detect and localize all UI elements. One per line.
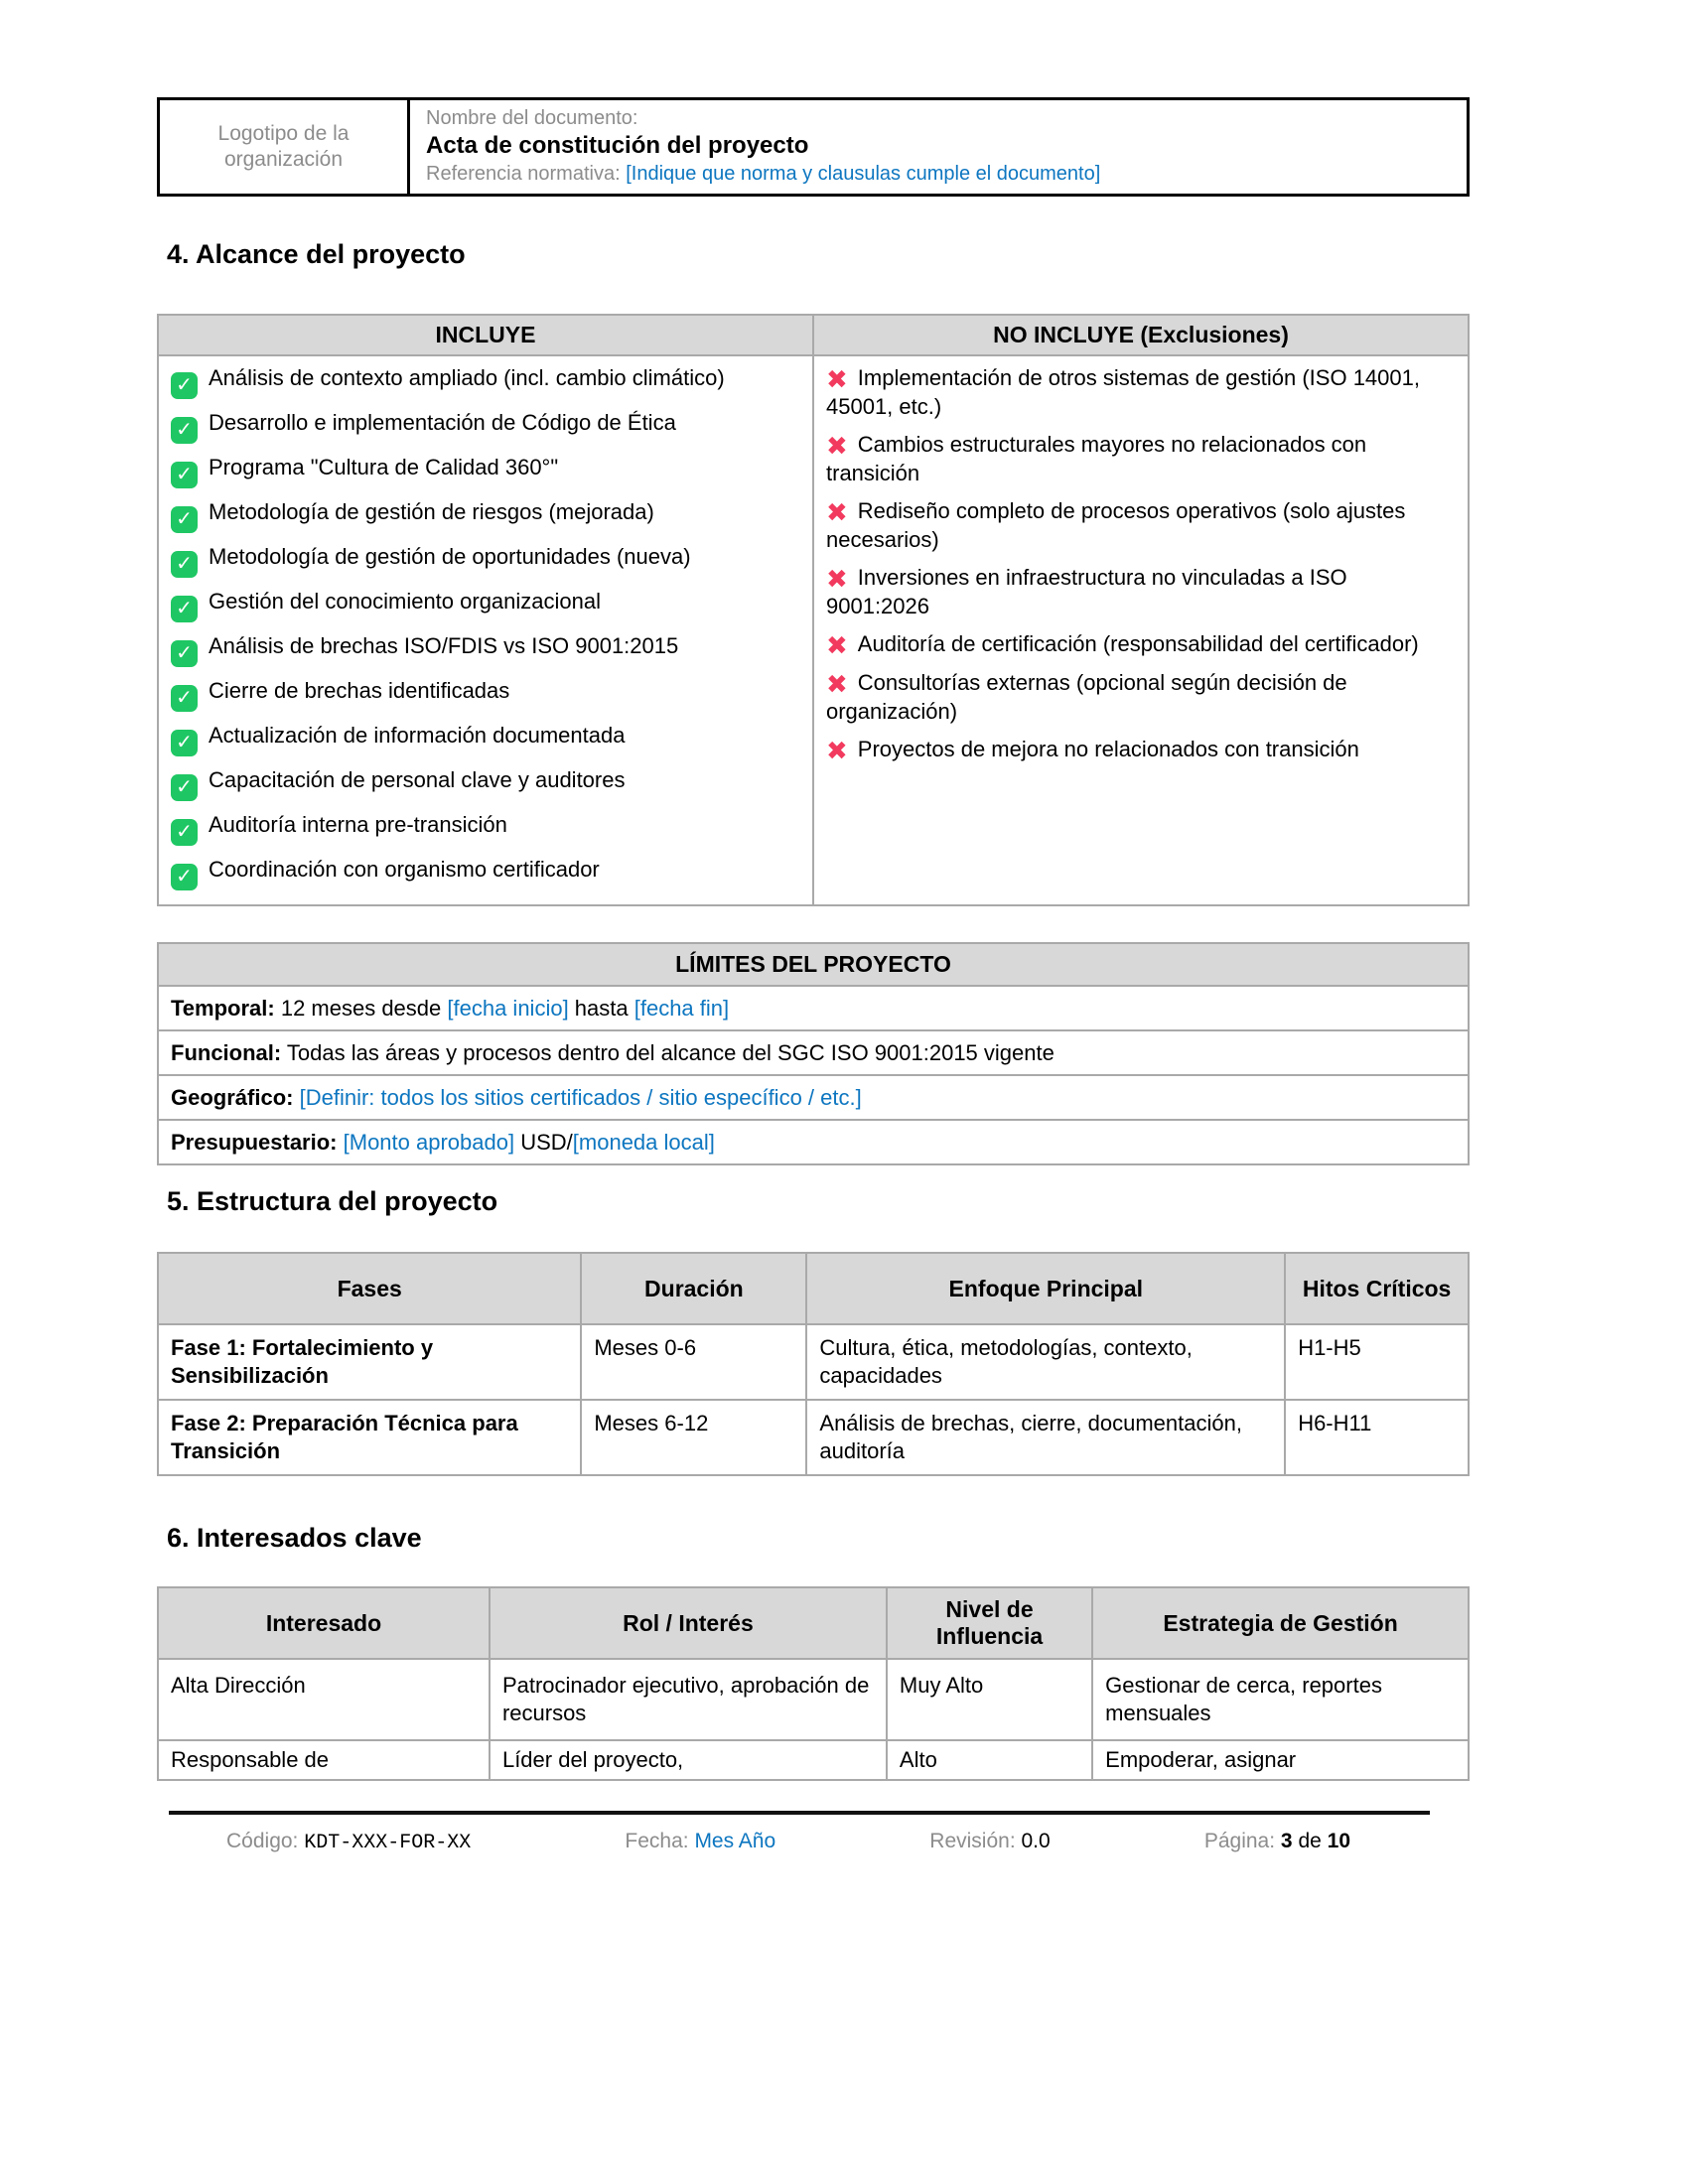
include-item-text: Actualización de información documentada bbox=[209, 723, 626, 748]
exclude-item-text: Rediseño completo de procesos operativos (solo ajustes necesarios) bbox=[826, 498, 1406, 552]
pagina-current: 3 bbox=[1280, 1830, 1293, 1852]
scope-table-body-row bbox=[158, 355, 1469, 905]
duracion-cell: Meses 0-6 bbox=[581, 1324, 806, 1400]
stakeholder-column-header: Estrategia de Gestión bbox=[1092, 1587, 1469, 1659]
interesado-cell: Alta Dirección bbox=[158, 1659, 490, 1740]
include-item-text: Metodología de gestión de riesgos (mejorada) bbox=[209, 499, 654, 524]
include-item bbox=[171, 766, 800, 801]
revision-label: Revisión: bbox=[929, 1830, 1016, 1852]
exclude-item bbox=[826, 564, 1456, 620]
include-list bbox=[171, 364, 800, 890]
estrategia-cell: Empoderar, asignar bbox=[1092, 1740, 1469, 1780]
include-item bbox=[171, 364, 800, 399]
cross-icon: ✖ bbox=[826, 736, 848, 765]
structure-column-header: Enfoque Principal bbox=[806, 1253, 1285, 1324]
nivel-cell: Muy Alto bbox=[887, 1659, 1092, 1740]
include-cell bbox=[158, 355, 813, 905]
page-content bbox=[157, 97, 1470, 1856]
check-icon: ✓ bbox=[171, 551, 198, 578]
footer-revision bbox=[929, 1829, 1050, 1856]
normative-reference bbox=[426, 161, 1451, 187]
stakeholder-column-header: Interesado bbox=[158, 1587, 490, 1659]
pagina-total: 10 bbox=[1327, 1830, 1350, 1852]
include-item-text: Metodología de gestión de oportunidades (nueva) bbox=[209, 544, 691, 569]
limits-row bbox=[159, 1121, 1468, 1163]
exclude-cell bbox=[813, 355, 1469, 905]
check-icon: ✓ bbox=[171, 774, 198, 801]
cross-icon: ✖ bbox=[826, 630, 848, 660]
footer-codigo bbox=[226, 1829, 471, 1856]
cross-icon: ✖ bbox=[826, 431, 848, 461]
estrategia-cell: Gestionar de cerca, reportes mensuales bbox=[1092, 1659, 1469, 1740]
normative-reference-placeholder: [Indique que norma y clausulas cumple el documento] bbox=[626, 163, 1101, 185]
limit-text: [fecha fin] bbox=[633, 996, 730, 1021]
exclude-column-header: NO INCLUYE (Exclusiones) bbox=[813, 315, 1469, 355]
exclude-item-text: Inversiones en infraestructura no vinculadas a ISO 9001:2026 bbox=[826, 565, 1347, 618]
exclude-item-text: Auditoría de certificación (responsabilidad del certificador) bbox=[857, 631, 1419, 656]
include-item-text: Análisis de contexto ampliado (incl. cambio climático) bbox=[209, 365, 725, 390]
limit-text: [Definir: todos los sitios certificados / sitio específico / etc.] bbox=[299, 1085, 862, 1110]
codigo-label: Código: bbox=[226, 1830, 299, 1852]
include-item bbox=[171, 409, 800, 444]
stakeholder-row bbox=[158, 1659, 1469, 1740]
footer-pagina bbox=[1204, 1829, 1350, 1856]
include-column-header: INCLUYE bbox=[158, 315, 813, 355]
exclude-item bbox=[826, 497, 1456, 554]
exclude-item-text: Cambios estructurales mayores no relacionados con transición bbox=[826, 432, 1367, 485]
limit-text: [fecha inicio] bbox=[447, 996, 569, 1021]
pagina-separator: de bbox=[1298, 1830, 1322, 1852]
check-icon: ✓ bbox=[171, 506, 198, 533]
fecha-value: Mes Año bbox=[694, 1830, 776, 1852]
structure-row bbox=[158, 1400, 1469, 1475]
stakeholders-table bbox=[157, 1586, 1470, 1781]
include-item bbox=[171, 454, 800, 488]
include-item-text: Desarrollo e implementación de Código de Ética bbox=[209, 410, 676, 435]
structure-row bbox=[158, 1324, 1469, 1400]
limit-text: Todas las áreas y procesos dentro del alcance del SGC ISO 9001:2015 vigente bbox=[281, 1040, 1055, 1065]
limit-label: Temporal: bbox=[171, 996, 275, 1021]
check-icon: ✓ bbox=[171, 819, 198, 846]
structure-table-header-row bbox=[158, 1253, 1469, 1324]
section-heading-alcance: 4. Alcance del proyecto bbox=[167, 239, 466, 269]
scope-table bbox=[157, 314, 1470, 906]
limit-text: USD/ bbox=[514, 1130, 573, 1155]
section-heading-interesados: 6. Interesados clave bbox=[167, 1523, 422, 1553]
stakeholders-table-header-row bbox=[158, 1587, 1469, 1659]
duracion-cell: Meses 6-12 bbox=[581, 1400, 806, 1475]
limits-table bbox=[157, 942, 1470, 1165]
include-item-text: Coordinación con organismo certificador bbox=[209, 857, 600, 882]
limit-label: Presupuestario: bbox=[171, 1130, 338, 1155]
limits-row bbox=[159, 987, 1468, 1031]
exclude-item bbox=[826, 736, 1456, 764]
stakeholder-column-header: Rol / Interés bbox=[490, 1587, 887, 1659]
revision-value: 0.0 bbox=[1021, 1830, 1051, 1852]
enfoque-cell: Análisis de brechas, cierre, documentación, auditoría bbox=[806, 1400, 1285, 1475]
limit-text: [moneda local] bbox=[572, 1130, 715, 1155]
rol-cell: Patrocinador ejecutivo, aprobación de recursos bbox=[490, 1659, 887, 1740]
fase-cell: Fase 1: Fortalecimiento y Sensibilización bbox=[158, 1324, 581, 1400]
page-footer bbox=[157, 1815, 1470, 1856]
check-icon: ✓ bbox=[171, 417, 198, 444]
check-icon: ✓ bbox=[171, 462, 198, 488]
include-item bbox=[171, 543, 800, 578]
structure-table bbox=[157, 1252, 1470, 1476]
include-item bbox=[171, 856, 800, 890]
section-heading-estructura: 5. Estructura del proyecto bbox=[167, 1186, 498, 1216]
include-item bbox=[171, 632, 800, 667]
exclude-item-text: Implementación de otros sistemas de gestión (ISO 14001, 45001, etc.) bbox=[826, 365, 1420, 419]
pagina-label: Página: bbox=[1203, 1830, 1276, 1852]
limits-row bbox=[159, 1076, 1468, 1121]
check-icon: ✓ bbox=[171, 596, 198, 622]
document-title: Acta de constitución del proyecto bbox=[426, 132, 809, 159]
exclude-item bbox=[826, 630, 1456, 659]
exclude-item bbox=[826, 364, 1456, 421]
rol-cell: Líder del proyecto, bbox=[490, 1740, 887, 1780]
exclude-item-text: Consultorías externas (opcional según decisión de organización) bbox=[826, 670, 1347, 724]
hitos-cell: H6-H11 bbox=[1285, 1400, 1469, 1475]
include-item-text: Auditoría interna pre-transición bbox=[209, 812, 507, 837]
document-name-label: Nombre del documento: bbox=[426, 107, 638, 129]
check-icon: ✓ bbox=[171, 864, 198, 890]
normative-reference-label: Referencia normativa: bbox=[426, 163, 621, 185]
limit-label: Geográfico: bbox=[171, 1085, 294, 1110]
stakeholder-column-header: Nivel de Influencia bbox=[887, 1587, 1092, 1659]
limit-text: hasta bbox=[568, 996, 634, 1021]
include-item bbox=[171, 588, 800, 622]
stakeholder-row bbox=[158, 1740, 1469, 1780]
include-item-text: Capacitación de personal clave y auditores bbox=[209, 767, 626, 792]
limit-text: [Monto aprobado] bbox=[343, 1130, 515, 1155]
limits-row bbox=[159, 1031, 1468, 1076]
fase-cell: Fase 2: Preparación Técnica para Transición bbox=[158, 1400, 581, 1475]
check-icon: ✓ bbox=[171, 640, 198, 667]
exclude-list bbox=[826, 364, 1456, 764]
fecha-label: Fecha: bbox=[625, 1830, 689, 1852]
logo-placeholder: Logotipo de la organización bbox=[160, 100, 410, 194]
check-icon: ✓ bbox=[171, 372, 198, 399]
cross-icon: ✖ bbox=[826, 669, 848, 699]
nivel-cell: Alto bbox=[887, 1740, 1092, 1780]
exclude-item bbox=[826, 669, 1456, 726]
structure-column-header: Hitos Críticos bbox=[1285, 1253, 1469, 1324]
include-item bbox=[171, 677, 800, 712]
exclude-item-text: Proyectos de mejora no relacionados con transición bbox=[857, 737, 1359, 761]
structure-column-header: Fases bbox=[158, 1253, 581, 1324]
structure-column-header: Duración bbox=[581, 1253, 806, 1324]
scope-table-header-row bbox=[158, 315, 1469, 355]
include-item-text: Análisis de brechas ISO/FDIS vs ISO 9001:2015 bbox=[209, 633, 679, 658]
limits-table-body bbox=[159, 987, 1468, 1163]
include-item bbox=[171, 498, 800, 533]
footer-fecha bbox=[625, 1829, 775, 1856]
enfoque-cell: Cultura, ética, metodologías, contexto, capacidades bbox=[806, 1324, 1285, 1400]
cross-icon: ✖ bbox=[826, 497, 848, 527]
include-item bbox=[171, 811, 800, 846]
limit-label: Funcional: bbox=[171, 1040, 282, 1065]
codigo-value: KDT-XXX-FOR-XX bbox=[304, 1832, 472, 1854]
check-icon: ✓ bbox=[171, 685, 198, 712]
include-item-text: Programa "Cultura de Calidad 360°" bbox=[209, 455, 559, 479]
include-item-text: Cierre de brechas identificadas bbox=[209, 678, 510, 703]
limit-text: 12 meses desde bbox=[274, 996, 448, 1021]
hitos-cell: H1-H5 bbox=[1285, 1324, 1469, 1400]
interesado-cell: Responsable de bbox=[158, 1740, 490, 1780]
cross-icon: ✖ bbox=[826, 564, 848, 594]
exclude-item bbox=[826, 431, 1456, 487]
check-icon: ✓ bbox=[171, 730, 198, 756]
cross-icon: ✖ bbox=[826, 364, 848, 394]
include-item bbox=[171, 722, 800, 756]
limits-table-title: LÍMITES DEL PROYECTO bbox=[159, 944, 1468, 987]
include-item-text: Gestión del conocimiento organizacional bbox=[209, 589, 602, 614]
document-header-table bbox=[157, 97, 1470, 197]
document-meta-cell bbox=[410, 100, 1467, 194]
